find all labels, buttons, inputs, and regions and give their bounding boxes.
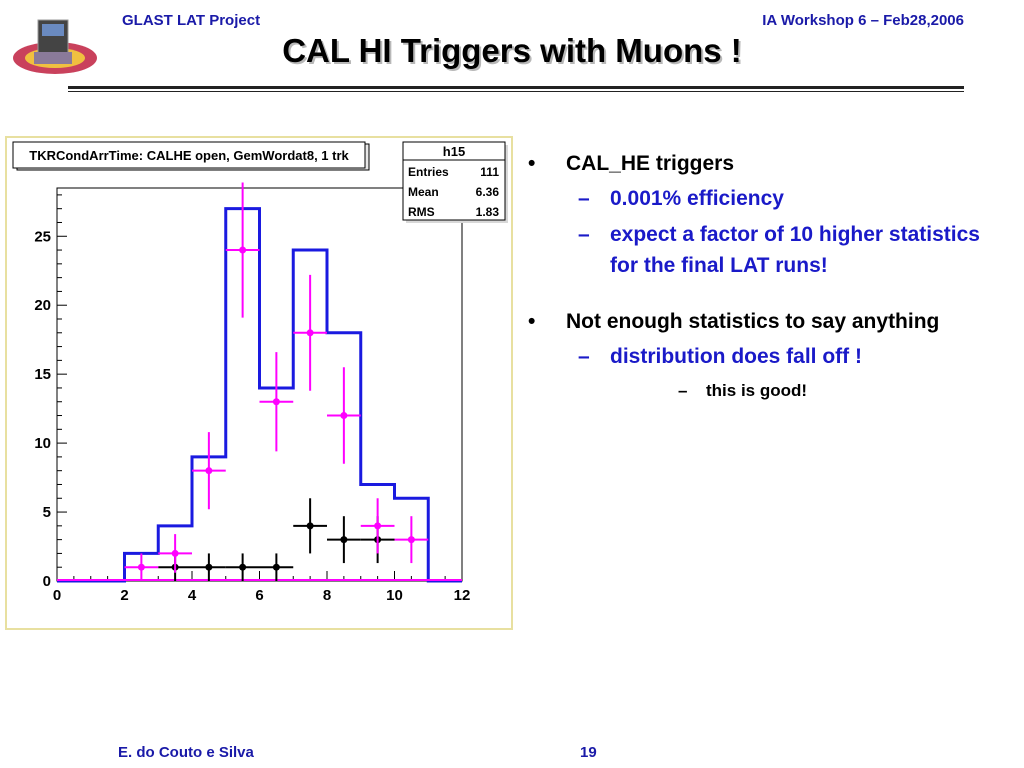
x-tick-label: 6 bbox=[255, 587, 264, 604]
sub-bullet-falloff: – distribution does fall off ! bbox=[578, 345, 862, 369]
y-tick-label: 0 bbox=[42, 573, 51, 590]
stats-value: 1.83 bbox=[475, 205, 499, 219]
histogram-svg bbox=[7, 138, 511, 628]
title-rule bbox=[68, 86, 964, 89]
x-tick-label: 12 bbox=[453, 587, 471, 604]
sub-bullet-statistics: – expect a factor of 10 higher statistics for the final LAT runs! bbox=[578, 222, 980, 278]
magenta-point bbox=[307, 329, 314, 336]
y-tick-label: 5 bbox=[42, 504, 51, 522]
black-point bbox=[273, 564, 280, 571]
magenta-point bbox=[374, 522, 381, 529]
magenta-point bbox=[340, 412, 347, 419]
header-project: GLAST LAT Project bbox=[122, 12, 261, 29]
x-tick-label: 0 bbox=[52, 587, 62, 604]
black-point bbox=[340, 536, 347, 543]
black-point bbox=[307, 522, 314, 529]
x-tick-label: 8 bbox=[322, 587, 332, 604]
bullet-not-enough: • Not enough statistics to say anything bbox=[522, 308, 1002, 335]
sub-bullet-efficiency: – 0.001% efficiency bbox=[578, 187, 784, 211]
stats-label: Mean bbox=[408, 185, 439, 199]
black-point bbox=[205, 564, 212, 571]
magenta-point bbox=[172, 550, 179, 557]
stats-name: h15 bbox=[442, 144, 466, 159]
y-tick-label: 15 bbox=[34, 366, 51, 384]
histogram-chart bbox=[5, 136, 513, 630]
histogram-series-line bbox=[57, 209, 462, 581]
magenta-point bbox=[408, 536, 415, 543]
magenta-point bbox=[138, 564, 145, 571]
page-number: 19 bbox=[580, 744, 597, 761]
y-tick-label: 25 bbox=[34, 228, 51, 246]
x-tick-label: 10 bbox=[386, 587, 403, 604]
y-tick-label: 20 bbox=[34, 297, 51, 315]
magenta-point bbox=[205, 467, 212, 474]
bullet-cal-he: • CAL_HE triggers bbox=[522, 150, 1002, 177]
stats-value: 6.36 bbox=[475, 185, 499, 199]
title-rule-thin bbox=[68, 91, 964, 92]
stats-label: Entries bbox=[408, 165, 449, 179]
magenta-point bbox=[273, 398, 280, 405]
sub-sub-bullet-good: – this is good! bbox=[678, 380, 808, 400]
bullet-list bbox=[522, 150, 1002, 404]
stats-label: RMS bbox=[408, 205, 435, 219]
black-point bbox=[239, 564, 246, 571]
chart-title: TKRCondArrTime: CALHE open, GemWordat8, 1 trk bbox=[29, 148, 349, 163]
x-tick-label: 2 bbox=[120, 587, 129, 604]
y-tick-label: 10 bbox=[34, 435, 51, 453]
footer-author: E. do Couto e Silva bbox=[118, 744, 254, 761]
header-event: IA Workshop 6 – Feb28,2006 bbox=[762, 12, 964, 29]
magenta-point bbox=[239, 247, 246, 254]
x-tick-label: 4 bbox=[187, 587, 197, 604]
slide-title: CAL HI Triggers with Muons ! bbox=[282, 32, 742, 69]
stats-value: 111 bbox=[480, 165, 499, 179]
